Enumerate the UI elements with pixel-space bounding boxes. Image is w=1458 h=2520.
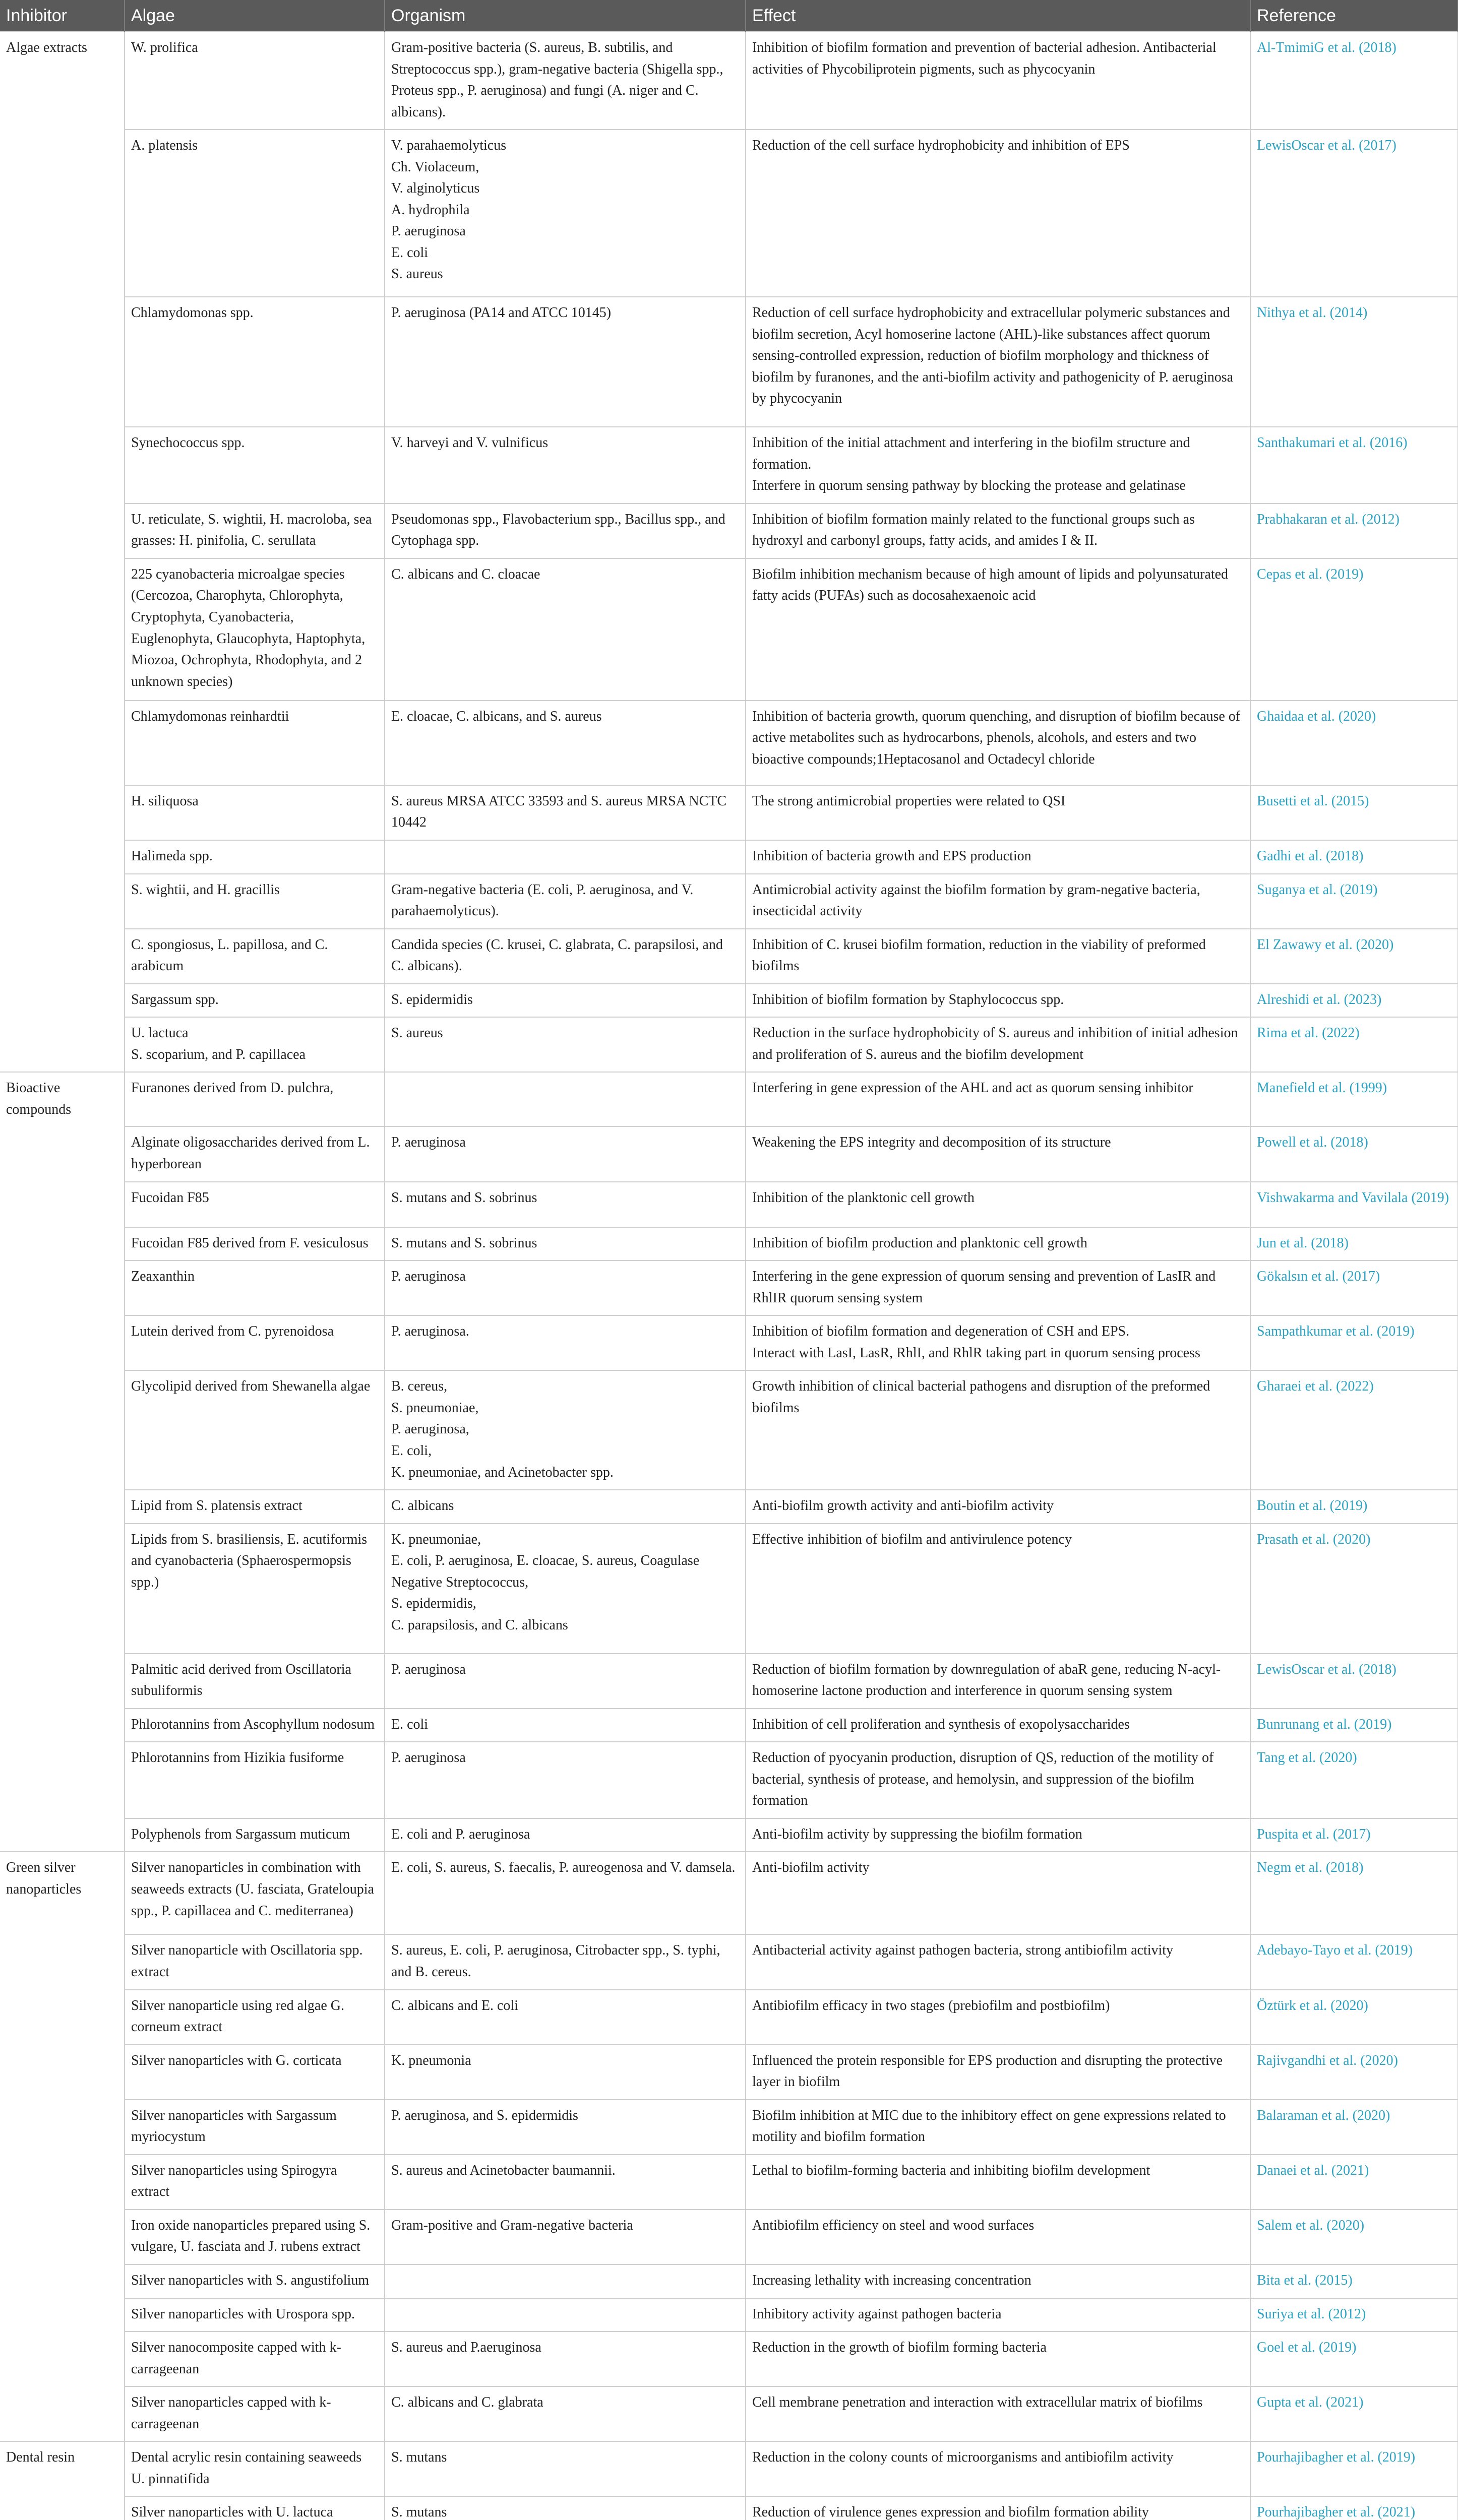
table-row <box>0 984 1458 1018</box>
algae-cell: S. wightii, and H. gracillis <box>125 874 385 929</box>
effect-cell: Biofilm inhibition at MIC due to the inhibitory effect on gene expressions related to motility and biofilm formation <box>746 2100 1250 2155</box>
inhibitor-cell <box>0 2386 125 2441</box>
table-row <box>0 427 1458 503</box>
table-row <box>0 785 1458 840</box>
organism-cell: Gram-positive and Gram-negative bacteria <box>385 2210 746 2264</box>
algae-cell: Alginate oligosaccharides derived from L. hyperborean <box>125 1126 385 1181</box>
organism-cell: B. cereus, S. pneumoniae, P. aeruginosa, E. coli, K. pneumoniae, and Acinetobacter spp. <box>385 1370 746 1490</box>
organism-cell: S. mutans <box>385 2496 746 2520</box>
reference-cell[interactable]: Gharaei et al. (2022) <box>1250 1370 1458 1490</box>
algae-cell: Silver nanoparticles with G. corticata <box>125 2045 385 2100</box>
inhibitor-cell <box>0 503 125 558</box>
header-organism: Organism <box>385 0 746 32</box>
effect-cell: Inhibition of biofilm formation and degeneration of CSH and EPS. Interact with LasI, LasR, RhlI, and RhlR taking part in quorum sensing process <box>746 1315 1250 1370</box>
algae-cell: Synechococcus spp. <box>125 427 385 503</box>
inhibitor-cell <box>0 1315 125 1370</box>
inhibitor-cell <box>0 1990 125 2045</box>
inhibitor-cell <box>0 427 125 503</box>
reference-cell[interactable]: Busetti et al. (2015) <box>1250 785 1458 840</box>
table-row <box>0 1852 1458 1934</box>
effect-cell: Cell membrane penetration and interaction with extracellular matrix of biofilms <box>746 2386 1250 2441</box>
reference-cell[interactable]: Prabhakaran et al. (2012) <box>1250 503 1458 558</box>
table-row <box>0 1490 1458 1524</box>
effect-cell: Antimicrobial activity against the biofilm formation by gram-negative bacteria, insecticidal activity <box>746 874 1250 929</box>
organism-cell <box>385 840 746 874</box>
organism-cell: K. pneumonia <box>385 2045 746 2100</box>
inhibitor-cell: Algae extracts <box>0 32 125 130</box>
organism-cell: C. albicans and E. coli <box>385 1990 746 2045</box>
inhibitor-cell <box>0 1524 125 1654</box>
header-reference: Reference <box>1250 0 1458 32</box>
inhibitor-cell <box>0 1126 125 1181</box>
organism-cell: S. mutans and S. sobrinus <box>385 1227 746 1261</box>
table-row <box>0 2332 1458 2386</box>
table-row <box>0 1990 1458 2045</box>
table-row <box>0 1709 1458 1742</box>
effect-cell: Biofilm inhibition mechanism because of high amount of lipids and polyunsaturated fatty acids (PUFAs) such as docosahexaenoic acid <box>746 558 1250 701</box>
algae-cell: Silver nanoparticle with Oscillatoria spp. extract <box>125 1934 385 1989</box>
table-row <box>0 1315 1458 1370</box>
reference-cell[interactable]: Negm et al. (2018) <box>1250 1852 1458 1934</box>
algae-cell: A. platensis <box>125 130 385 297</box>
inhibitor-cell <box>0 1818 125 1852</box>
table-row <box>0 2045 1458 2100</box>
effect-cell: Reduction of pyocyanin production, disruption of QS, reduction of the motility of bacterial, synthesis of protease, and hemolysin, and suppression of the biofilm formation <box>746 1742 1250 1818</box>
inhibitor-cell <box>0 1934 125 1989</box>
reference-cell[interactable]: Powell et al. (2018) <box>1250 1126 1458 1181</box>
table-row <box>0 1934 1458 1989</box>
effect-cell: Anti-biofilm activity by suppressing the biofilm formation <box>746 1818 1250 1852</box>
effect-cell: Growth inhibition of clinical bacterial pathogens and disruption of the preformed biofilms <box>746 1370 1250 1490</box>
table-row <box>0 130 1458 297</box>
table-body <box>0 32 1458 2520</box>
table-row <box>0 1126 1458 1181</box>
organism-cell <box>385 2298 746 2332</box>
inhibitor-cell <box>0 785 125 840</box>
header-inhibitor: Inhibitor <box>0 0 125 32</box>
algae-cell: U. reticulate, S. wightii, H. macroloba, sea grasses: H. pinifolia, C. serullata <box>125 503 385 558</box>
effect-cell: Reduction in the surface hydrophobicity of S. aureus and inhibition of initial adhesion and proliferation of S. aureus and the biofilm development <box>746 1017 1250 1072</box>
table-row <box>0 1072 1458 1126</box>
algae-cell: Lutein derived from C. pyrenoidosa <box>125 1315 385 1370</box>
effect-cell: Inhibition of C. krusei biofilm formation, reduction in the viability of preformed biofilms <box>746 929 1250 984</box>
inhibitor-cell <box>0 1261 125 1315</box>
organism-cell: S. aureus, E. coli, P. aeruginosa, Citrobacter spp., S. typhi, and B. cereus. <box>385 1934 746 1989</box>
effect-cell: Inhibition of the initial attachment and interfering in the biofilm structure and formation. Interfere in quorum sensing pathway by blocking the protease and gelatinase <box>746 427 1250 503</box>
algae-cell: Silver nanocomposite capped with k-carrageenan <box>125 2332 385 2386</box>
effect-cell: Influenced the protein responsible for EPS production and disrupting the protective layer in biofilm <box>746 2045 1250 2100</box>
table-row <box>0 929 1458 984</box>
table-row <box>0 1182 1458 1227</box>
algae-cell: Palmitic acid derived from Oscillatoria subuliformis <box>125 1654 385 1709</box>
reference-cell[interactable]: Sampathkumar et al. (2019) <box>1250 1315 1458 1370</box>
algae-cell: Lipids from S. brasiliensis, E. acutiformis and cyanobacteria (Sphaerospermopsis spp.) <box>125 1524 385 1654</box>
effect-cell: Inhibitory activity against pathogen bacteria <box>746 2298 1250 2332</box>
algae-cell: Chlamydomonas spp. <box>125 297 385 427</box>
reference-cell[interactable]: Öztürk et al. (2020) <box>1250 1990 1458 2045</box>
table-row <box>0 1017 1458 1072</box>
inhibitor-cell <box>0 2100 125 2155</box>
inhibitor-cell <box>0 984 125 1018</box>
organism-cell: S. aureus and P.aeruginosa <box>385 2332 746 2386</box>
header-row <box>0 0 1458 32</box>
table-row <box>0 2386 1458 2441</box>
reference-cell[interactable]: Goel et al. (2019) <box>1250 2332 1458 2386</box>
inhibitor-cell <box>0 2332 125 2386</box>
effect-cell: Anti-biofilm growth activity and anti-biofilm activity <box>746 1490 1250 1524</box>
organism-cell: Gram-positive bacteria (S. aureus, B. subtilis, and Streptococcus spp.), gram-negative bacteria (Shigella spp., Proteus spp., P. aeruginosa) and fungi (A. niger and C. albicans). <box>385 32 746 130</box>
organism-cell: E. coli and P. aeruginosa <box>385 1818 746 1852</box>
organism-cell: S. aureus MRSA ATCC 33593 and S. aureus MRSA NCTC 10442 <box>385 785 746 840</box>
organism-cell: P. aeruginosa. <box>385 1315 746 1370</box>
inhibitor-cell <box>0 1709 125 1742</box>
organism-cell: P. aeruginosa, and S. epidermidis <box>385 2100 746 2155</box>
algae-cell: Lipid from S. platensis extract <box>125 1490 385 1524</box>
table-row <box>0 2100 1458 2155</box>
inhibitor-cell <box>0 297 125 427</box>
reference-cell[interactable]: Prasath et al. (2020) <box>1250 1524 1458 1654</box>
effect-cell: Inhibition of cell proliferation and synthesis of exopolysaccharides <box>746 1709 1250 1742</box>
effect-cell: Interfering in the gene expression of quorum sensing and prevention of LasIR and RhlIR quorum sensing system <box>746 1261 1250 1315</box>
effect-cell: Inhibition of biofilm formation mainly related to the functional groups such as hydroxyl and carbonyl groups, fatty acids, and amides I & II. <box>746 503 1250 558</box>
table-row <box>0 701 1458 785</box>
table-row <box>0 32 1458 130</box>
organism-cell: C. albicans and C. glabrata <box>385 2386 746 2441</box>
algae-cell: C. spongiosus, L. papillosa, and C. arabicum <box>125 929 385 984</box>
algae-cell: Sargassum spp. <box>125 984 385 1018</box>
effect-cell: Inhibition of biofilm formation and prevention of bacterial adhesion. Antibacterial activities of Phycobiliprotein pigments, such as phycocyanin <box>746 32 1250 130</box>
table-row <box>0 1227 1458 1261</box>
reference-cell[interactable]: Jun et al. (2018) <box>1250 1227 1458 1261</box>
algae-cell: Silver nanoparticles capped with k-carrageenan <box>125 2386 385 2441</box>
algae-cell: H. siliquosa <box>125 785 385 840</box>
inhibitor-cell <box>0 2045 125 2100</box>
effect-cell: Inhibition of bacteria growth and EPS production <box>746 840 1250 874</box>
inhibitor-cell <box>0 2155 125 2210</box>
organism-cell: S. mutans and S. sobrinus <box>385 1182 746 1227</box>
organism-cell: Candida species (C. krusei, C. glabrata, C. parapsilosi, and C. albicans). <box>385 929 746 984</box>
inhibitor-cell <box>0 929 125 984</box>
table-row <box>0 1742 1458 1818</box>
inhibitor-cell <box>0 1182 125 1227</box>
organism-cell <box>385 1072 746 1126</box>
organism-cell: P. aeruginosa <box>385 1742 746 1818</box>
inhibitor-cell <box>0 874 125 929</box>
reference-cell[interactable]: Bunrunang et al. (2019) <box>1250 1709 1458 1742</box>
algae-cell: Silver nanoparticles with Urospora spp. <box>125 2298 385 2332</box>
effect-cell: Antibiofilm efficiency on steel and wood surfaces <box>746 2210 1250 2264</box>
inhibitor-cell <box>0 1654 125 1709</box>
inhibitor-cell <box>0 1490 125 1524</box>
algae-cell: Silver nanoparticles with S. angustifolium <box>125 2264 385 2298</box>
inhibitor-cell <box>0 1370 125 1490</box>
algae-cell: Phlorotannins from Ascophyllum nodosum <box>125 1709 385 1742</box>
reference-cell[interactable]: Gupta et al. (2021) <box>1250 2386 1458 2441</box>
organism-cell: C. albicans and C. cloacae <box>385 558 746 701</box>
effect-cell: Reduction in the growth of biofilm forming bacteria <box>746 2332 1250 2386</box>
organism-cell: E. coli <box>385 1709 746 1742</box>
table-row <box>0 874 1458 929</box>
effect-cell: Inhibition of biofilm formation by Staphylococcus spp. <box>746 984 1250 1018</box>
inhibitor-cell <box>0 2298 125 2332</box>
reference-cell[interactable]: Nithya et al. (2014) <box>1250 297 1458 427</box>
reference-cell[interactable]: Cepas et al. (2019) <box>1250 558 1458 701</box>
inhibitor-cell <box>0 2264 125 2298</box>
reference-cell[interactable]: Santhakumari et al. (2016) <box>1250 427 1458 503</box>
organism-cell: V. parahaemolyticus Ch. Violaceum, V. alginolyticus A. hydrophila P. aeruginosa E. coli S. aureus <box>385 130 746 297</box>
reference-cell[interactable]: Rima et al. (2022) <box>1250 1017 1458 1072</box>
table-row <box>0 2298 1458 2332</box>
table-row <box>0 297 1458 427</box>
algae-cell: Polyphenols from Sargassum muticum <box>125 1818 385 1852</box>
reference-cell[interactable]: Gökalsın et al. (2017) <box>1250 1261 1458 1315</box>
effect-cell: Reduction of cell surface hydrophobicity and extracellular polymeric substances and biofilm secretion, Acyl homoserine lactone (AHL)-like substances affect quorum sensing-controlled expression, reduction of biofilm morphology and thickness of biofilm by furanones, and the anti-biofilm activity and pathogenicity of P. aeruginosa by phycocyanin <box>746 297 1250 427</box>
effect-cell: Reduction of biofilm formation by downregulation of abaR gene, reducing N-acyl-homoserine lactone production and interference in quorum sensing system <box>746 1654 1250 1709</box>
algae-cell: Halimeda spp. <box>125 840 385 874</box>
effect-cell: Inhibition of the planktonic cell growth <box>746 1182 1250 1227</box>
table-row <box>0 1524 1458 1654</box>
algae-cell: Glycolipid derived from Shewanella algae <box>125 1370 385 1490</box>
reference-cell[interactable]: Pourhajibagher et al. (2019) <box>1250 2441 1458 2496</box>
reference-cell[interactable]: Gadhi et al. (2018) <box>1250 840 1458 874</box>
table-row <box>0 1654 1458 1709</box>
organism-cell: S. aureus <box>385 1017 746 1072</box>
reference-cell[interactable]: Manefield et al. (1999) <box>1250 1072 1458 1126</box>
algae-cell: Iron oxide nanoparticles prepared using S. vulgare, U. fasciata and J. rubens extract <box>125 2210 385 2264</box>
effect-cell: Anti-biofilm activity <box>746 1852 1250 1934</box>
inhibitor-cell <box>0 130 125 297</box>
effect-cell: The strong antimicrobial properties were related to QSI <box>746 785 1250 840</box>
organism-cell: E. cloacae, C. albicans, and S. aureus <box>385 701 746 785</box>
inhibitor-cell <box>0 840 125 874</box>
organism-cell: E. coli, S. aureus, S. faecalis, P. aureogenosa and V. damsela. <box>385 1852 746 1934</box>
algae-cell: Silver nanoparticles with U. lactuca <box>125 2496 385 2520</box>
organism-cell: P. aeruginosa (PA14 and ATCC 10145) <box>385 297 746 427</box>
table-row <box>0 503 1458 558</box>
algae-cell: U. lactuca S. scoparium, and P. capillacea <box>125 1017 385 1072</box>
reference-cell[interactable]: LewisOscar et al. (2017) <box>1250 130 1458 297</box>
table-row <box>0 2155 1458 2210</box>
organism-cell <box>385 2264 746 2298</box>
reference-cell[interactable]: Adebayo-Tayo et al. (2019) <box>1250 1934 1458 1989</box>
table-row <box>0 1818 1458 1852</box>
organism-cell: Pseudomonas spp., Flavobacterium spp., Bacillus spp., and Cytophaga spp. <box>385 503 746 558</box>
inhibitor-cell <box>0 1227 125 1261</box>
table-row <box>0 558 1458 701</box>
reference-cell[interactable]: Puspita et al. (2017) <box>1250 1818 1458 1852</box>
algae-cell: Phlorotannins from Hizikia fusiforme <box>125 1742 385 1818</box>
inhibitor-cell <box>0 1742 125 1818</box>
effect-cell: Weakening the EPS integrity and decomposition of its structure <box>746 1126 1250 1181</box>
algae-cell: Dental acrylic resin containing seaweeds U. pinnatifida <box>125 2441 385 2496</box>
reference-cell[interactable]: Rajivgandhi et al. (2020) <box>1250 2045 1458 2100</box>
effect-cell: Reduction of virulence genes expression and biofilm formation ability <box>746 2496 1250 2520</box>
effect-cell: Reduction of the cell surface hydrophobicity and inhibition of EPS <box>746 130 1250 297</box>
header-algae: Algae <box>125 0 385 32</box>
effect-cell: Reduction in the colony counts of microorganisms and antibiofilm activity <box>746 2441 1250 2496</box>
inhibitor-cell <box>0 2496 125 2520</box>
organism-cell: P. aeruginosa <box>385 1654 746 1709</box>
reference-cell[interactable]: Al-TmimiG et al. (2018) <box>1250 32 1458 130</box>
table-row <box>0 2496 1458 2520</box>
organism-cell: V. harveyi and V. vulnificus <box>385 427 746 503</box>
reference-cell[interactable]: Tang et al. (2020) <box>1250 1742 1458 1818</box>
header-effect: Effect <box>746 0 1250 32</box>
algae-cell: Chlamydomonas reinhardtii <box>125 701 385 785</box>
inhibitor-cell: Dental resin <box>0 2441 125 2496</box>
reference-cell[interactable]: El Zawawy et al. (2020) <box>1250 929 1458 984</box>
organism-cell: K. pneumoniae, E. coli, P. aeruginosa, E. cloacae, S. aureus, Coagulase Negative Streptococcus, S. epidermidis, C. parapsilosis, and C. albicans <box>385 1524 746 1654</box>
organism-cell: S. mutans <box>385 2441 746 2496</box>
algae-cell: Fucoidan F85 derived from F. vesiculosus <box>125 1227 385 1261</box>
algae-cell: 225 cyanobacteria microalgae species (Cercozoa, Charophyta, Chlorophyta, Cryptophyta, Cyanobacteria, Euglenophyta, Glaucophyta, Haptophyta, Miozoa, Ochrophyta, Rhodophyta, and 2 unknown species) <box>125 558 385 701</box>
reference-cell[interactable]: Vishwakarma and Vavilala (2019) <box>1250 1182 1458 1227</box>
inhibitor-cell <box>0 1017 125 1072</box>
effect-cell: Effective inhibition of biofilm and antivirulence potency <box>746 1524 1250 1654</box>
inhibitor-cell: Green silver nanoparticles <box>0 1852 125 1934</box>
organism-cell: C. albicans <box>385 1490 746 1524</box>
table-row <box>0 840 1458 874</box>
table-row <box>0 1261 1458 1315</box>
effect-cell: Antibacterial activity against pathogen bacteria, strong antibiofilm activity <box>746 1934 1250 1989</box>
table-row <box>0 2210 1458 2264</box>
organism-cell: S. epidermidis <box>385 984 746 1018</box>
inhibitor-cell: Bioactive compounds <box>0 1072 125 1126</box>
reference-cell[interactable]: Ghaidaa et al. (2020) <box>1250 701 1458 785</box>
table-row <box>0 2441 1458 2496</box>
algae-cell: Zeaxanthin <box>125 1261 385 1315</box>
inhibitor-cell <box>0 2210 125 2264</box>
algae-cell: Silver nanoparticles in combination with seaweeds extracts (U. fasciata, Grateloupia spp., P. capillacea and C. mediterranea) <box>125 1852 385 1934</box>
reference-cell[interactable]: Suganya et al. (2019) <box>1250 874 1458 929</box>
reference-cell[interactable]: Alreshidi et al. (2023) <box>1250 984 1458 1018</box>
reference-cell[interactable]: Danaei et al. (2021) <box>1250 2155 1458 2210</box>
algae-cell: Fucoidan F85 <box>125 1182 385 1227</box>
reference-cell[interactable]: Suriya et al. (2012) <box>1250 2298 1458 2332</box>
algae-cell: Furanones derived from D. pulchra, <box>125 1072 385 1126</box>
effect-cell: Inhibition of bacteria growth, quorum quenching, and disruption of biofilm because of active metabolites such as hydrocarbons, phenols, alcohols, and esters and two bioactive compounds;1Heptacosanol and Octadecyl chloride <box>746 701 1250 785</box>
table-row <box>0 2264 1458 2298</box>
table-row <box>0 1370 1458 1490</box>
organism-cell: P. aeruginosa <box>385 1126 746 1181</box>
algae-cell: W. prolifica <box>125 32 385 130</box>
effect-cell: Increasing lethality with increasing concentration <box>746 2264 1250 2298</box>
effect-cell: Interfering in gene expression of the AHL and act as quorum sensing inhibitor <box>746 1072 1250 1126</box>
reference-cell[interactable]: Pourhajibagher et al. (2021) <box>1250 2496 1458 2520</box>
organism-cell: S. aureus and Acinetobacter baumannii. <box>385 2155 746 2210</box>
organism-cell: Gram-negative bacteria (E. coli, P. aeruginosa, and V. parahaemolyticus). <box>385 874 746 929</box>
reference-cell[interactable]: Salem et al. (2020) <box>1250 2210 1458 2264</box>
reference-cell[interactable]: Balaraman et al. (2020) <box>1250 2100 1458 2155</box>
reference-cell[interactable]: LewisOscar et al. (2018) <box>1250 1654 1458 1709</box>
effect-cell: Lethal to biofilm-forming bacteria and inhibiting biofilm development <box>746 2155 1250 2210</box>
algae-cell: Silver nanoparticles using Spirogyra extract <box>125 2155 385 2210</box>
reference-cell[interactable]: Bita et al. (2015) <box>1250 2264 1458 2298</box>
algae-cell: Silver nanoparticle using red algae G. corneum extract <box>125 1990 385 2045</box>
effect-cell: Inhibition of biofilm production and planktonic cell growth <box>746 1227 1250 1261</box>
effect-cell: Antibiofilm efficacy in two stages (prebiofilm and postbiofilm) <box>746 1990 1250 2045</box>
inhibitor-cell <box>0 558 125 701</box>
reference-cell[interactable]: Boutin et al. (2019) <box>1250 1490 1458 1524</box>
inhibitor-cell <box>0 701 125 785</box>
organism-cell: P. aeruginosa <box>385 1261 746 1315</box>
algae-cell: Silver nanoparticles with Sargassum myriocystum <box>125 2100 385 2155</box>
